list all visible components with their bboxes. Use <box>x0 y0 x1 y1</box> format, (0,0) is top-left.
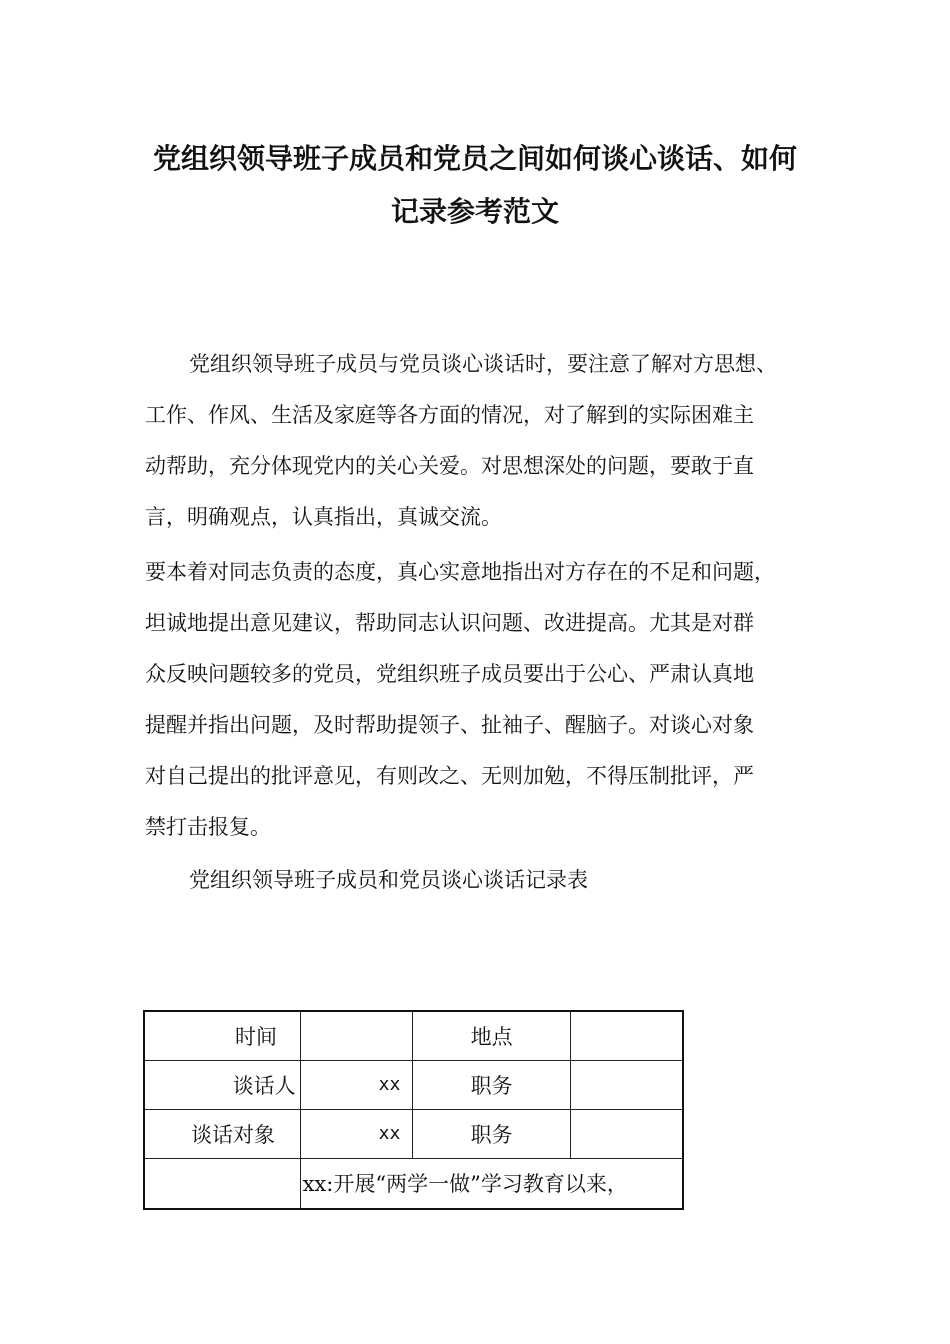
interviewer-position-value[interactable] <box>570 1060 683 1109</box>
table-row <box>144 1060 683 1109</box>
interviewee-position-label: 职务 <box>413 1109 571 1158</box>
table-row <box>144 1158 683 1209</box>
paragraph-1-line: 工作、作风、生活及家庭等各方面的情况，对了解到的实际困难主 <box>145 403 754 427</box>
interviewee-value[interactable]: xx <box>300 1109 413 1158</box>
time-label: 时间 <box>144 1011 300 1060</box>
paragraph-2-line: 坦诚地提出意见建议，帮助同志认识问题、改进提高。尤其是对群 <box>145 611 754 635</box>
talk-content[interactable]: xx:开展“两学一做”学习教育以来， <box>300 1158 683 1209</box>
interviewer-label: 谈话人 <box>144 1060 300 1109</box>
paragraph-1-line: 言，明确观点，认真指出，真诚交流。 <box>145 505 502 529</box>
paragraph-2-line: 要本着对同志负责的态度，真心实意地指出对方存在的不足和问题， <box>145 560 775 584</box>
paragraph-1 <box>145 339 825 543</box>
document-title-line-2: 记录参考范文 <box>390 195 559 228</box>
table-caption <box>145 855 825 906</box>
paragraph-2 <box>145 547 825 853</box>
paragraph-1-line: 党组织领导班子成员与党员谈心谈话时，要注意了解对方思想、 <box>189 352 777 376</box>
paragraph-2-line: 众反映问题较多的党员，党组织班子成员要出于公心、严肃认真地 <box>145 662 754 686</box>
table-caption-text: 党组织领导班子成员和党员谈心谈话记录表 <box>189 868 588 892</box>
interviewer-value[interactable]: xx <box>300 1060 413 1109</box>
content-label <box>144 1158 300 1209</box>
location-label: 地点 <box>413 1011 571 1060</box>
time-value[interactable] <box>300 1011 413 1060</box>
paragraph-2-line: 提醒并指出问题，及时帮助提领子、扯袖子、醒脑子。对谈心对象 <box>145 713 754 737</box>
interviewee-label: 谈话对象 <box>144 1109 300 1158</box>
table-row <box>144 1011 683 1060</box>
interviewee-position-value[interactable] <box>570 1109 683 1158</box>
paragraph-2-line: 对自己提出的批评意见，有则改之、无则加勉，不得压制批评，严 <box>145 764 754 788</box>
table-row <box>144 1109 683 1158</box>
paragraph-1-line: 动帮助，充分体现党内的关心关爱。对思想深处的问题，要敢于直 <box>145 454 754 478</box>
document-title-line-1: 党组织领导班子成员和党员之间如何谈心谈话、如何 <box>152 142 797 175</box>
paragraph-2-line: 禁打击报复。 <box>145 815 271 839</box>
location-value[interactable] <box>570 1011 683 1060</box>
talk-record-table <box>143 1010 684 1210</box>
interviewer-position-label: 职务 <box>413 1060 571 1109</box>
